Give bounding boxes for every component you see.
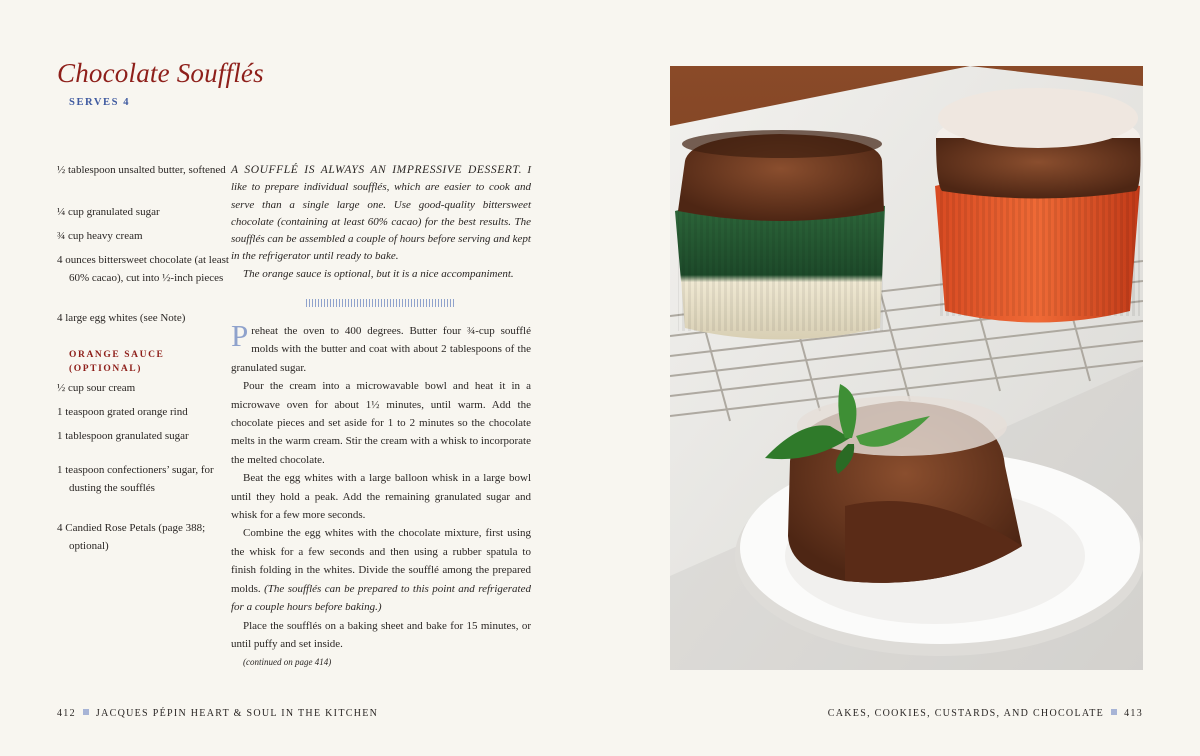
footer-square-icon — [1111, 709, 1117, 715]
garnish-ingredient-item: 4 Candied Rose Petals (page 388; optional) — [57, 522, 206, 552]
souffle-photo — [670, 66, 1143, 670]
method-text — [231, 318, 531, 653]
ingredient-item: ½ tablespoon unsalted butter, softened — [57, 164, 226, 176]
intro-text: I like to prepare individual soufflés, which are easier to cook and serve than a single large one. Use good-quality bittersweet chocolate (containing at least 60% cacao) for the best results. The soufflés can be assembled a couple of hours before serving and kept in the refrigerator until ready to bake. — [231, 164, 531, 263]
sauce-ingredient-item: ½ cup sour cream — [57, 382, 136, 394]
ingredient-item: ¼ cup granulated sugar — [57, 206, 160, 218]
footer-square-icon — [83, 709, 89, 715]
method-note: (The soufflés can be prepared to this point and refrigerated for a couple hours before baking.) — [231, 582, 531, 614]
continued-note: (continued on page 414) — [243, 657, 332, 667]
souffle-photo-illustration — [670, 66, 1143, 670]
running-head: CAKES, COOKIES, CUSTARDS, AND CHOCOLATE — [827, 708, 1105, 719]
orange-sauce-heading: ORANGE SAUCE — [69, 350, 165, 360]
drop-cap: P — [231, 318, 249, 353]
method-step: Beat the egg whites with a large balloon whisk in a large bowl until they hold a peak. Add the remaining granulated sugar and whisk for a few more seconds. — [231, 472, 531, 522]
ornament-divider — [306, 299, 454, 307]
sauce-ingredient-item: 1 teaspoon grated orange rind — [57, 406, 188, 418]
serves-label: SERVES 4 — [69, 97, 131, 108]
page-number: 412 — [57, 708, 76, 719]
orange-sauce-optional: (OPTIONAL) — [69, 364, 142, 374]
method-step: Place the soufflés on a baking sheet and bake for 15 minutes, or until puffy and set inside. — [231, 619, 531, 650]
intro-note: The orange sauce is optional, but it is a nice accompaniment. — [243, 267, 514, 280]
page-number: 413 — [1124, 708, 1143, 719]
recipe-intro — [231, 162, 531, 283]
intro-lead: A SOUFFLÉ IS ALWAYS AN IMPRESSIVE DESSERT. — [231, 164, 523, 176]
method-step: Pour the cream into a microwavable bowl and heat it in a microwave oven for about 1½ minutes, until warm. Add the chocolate pieces and set aside for 1 to 2 minutes so the chocolate melts in the warm cream. Stir the cream with a whisk to incorporate the melted chocolate. — [231, 380, 531, 466]
ingredient-item: 4 ounces bittersweet chocolate (at least 60% cacao), cut into ½-inch pieces — [57, 254, 229, 284]
garnish-ingredient-item: 1 teaspoon confectioners’ sugar, for dusting the soufflés — [57, 464, 214, 494]
recipe-title: Chocolate Soufflés — [57, 58, 264, 88]
right-footer — [828, 708, 1143, 719]
ingredient-item: 4 large egg whites (see Note) — [57, 312, 186, 324]
sauce-ingredient-item: 1 tablespoon granulated sugar — [57, 430, 189, 442]
running-head: JACQUES PÉPIN HEART & SOUL IN THE KITCHEN — [95, 708, 379, 719]
left-footer — [57, 708, 378, 719]
method-step: reheat the oven to 400 degrees. Butter four ¾-cup soufflé molds with the butter and coat with about 2 tablespoons of the granulated sugar. — [231, 325, 531, 374]
ingredient-item: ¾ cup heavy cream — [57, 230, 143, 242]
method-step: Combine the egg whites with the chocolate mixture, first using the whisk for a few seconds and then using a rubber spatula to finish folding in the whites. Divide the soufflé among the prepared molds. — [231, 527, 531, 595]
